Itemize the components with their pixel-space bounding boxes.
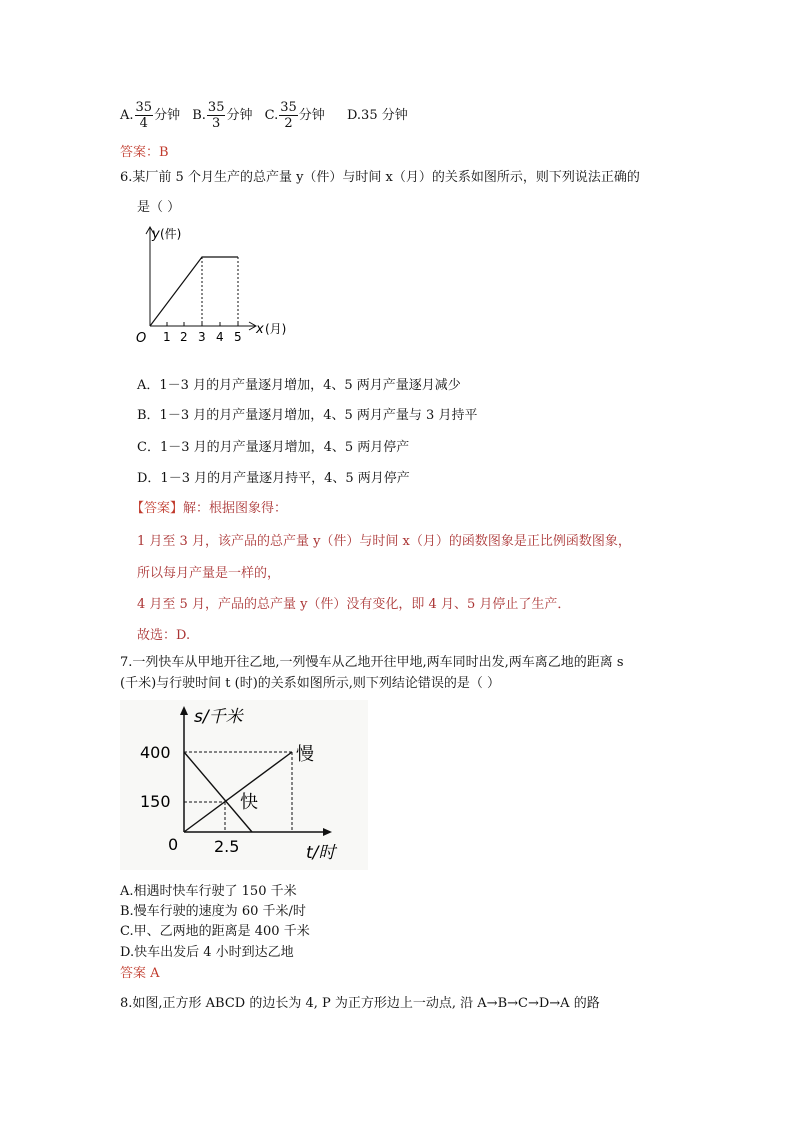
q6-x-unit: (月) <box>265 322 287 336</box>
q7-choice-c: C.甲、乙两地的距离是 400 千米 <box>120 924 310 939</box>
q7-choice-b: B.慢车行驶的速度为 60 千米/时 <box>120 904 306 919</box>
q5-option-b: B. $\frac{35}{3}$ 分钟 <box>192 100 253 131</box>
q7-y-tick-400: 400 <box>140 743 171 762</box>
q6-answer-line4: 故选：D. <box>137 628 191 643</box>
q7-slow-label: 慢 <box>296 744 314 765</box>
q6-choice-d: D．1－3 月的月产量逐月持平，4、5 两月停产 <box>137 471 410 486</box>
q7-fast-label: 快 <box>240 792 258 813</box>
q5-options <box>120 100 416 131</box>
q6-stem-line2: 是（ ） <box>137 200 181 215</box>
q6-answer-line2: 所以每月产量是一样的， <box>137 566 281 581</box>
q6-answer-line1: 1 月至 3 月，该产品的总产量 y（件）与时间 x（月）的函数图象是正比例函数图象， <box>137 534 631 549</box>
q6-choice-a: A．1－3 月的月产量逐月增加，4、5 两月产量逐月减少 <box>137 378 461 393</box>
q6-stem-line1: 6.某厂前 5 个月生产的总产量 y（件）与时间 x（月）的关系如图所示，则下列说法正确的 <box>120 170 640 185</box>
q7-stem-line2: (千米)与行驶时间 t (时)的关系如图所示,则下列结论错误的是（ ） <box>120 676 501 691</box>
q8-stem: 8.如图,正方形 ABCD 的边长为 4, P 为正方形边上一动点, 沿 A→B→C→D→A 的路 <box>120 996 600 1011</box>
q7-x-tick-25: 2.5 <box>214 837 240 856</box>
q6-x-label: x <box>256 322 264 337</box>
q6-x-tick-label-1: 1 <box>163 330 171 344</box>
q6-y-unit: (件) <box>160 227 182 241</box>
q5-option-c: C. $\frac{35}{2}$ 分钟 <box>264 100 325 131</box>
q5-option-a: A. $\frac{35}{4}$ 分钟 <box>120 100 181 131</box>
q7-y-tick-150: 150 <box>140 792 171 811</box>
q6-answer-header <box>131 497 287 516</box>
q6-x-tick-label-3: 3 <box>198 330 206 344</box>
q7-origin: 0 <box>168 835 179 854</box>
q6-function-line <box>150 257 238 326</box>
q7-y-axis-label: s/千米 <box>194 707 243 727</box>
q6-answer-intro: 解：根据图象得： <box>183 501 288 516</box>
q6-x-tick-label-2: 2 <box>180 330 188 344</box>
q6-x-tick-label-5: 5 <box>234 330 242 344</box>
q7-answer: 答案 A <box>120 966 160 981</box>
q7-stem-line1: 7.一列快车从甲地开往乙地,一列慢车从乙地开往甲地,两车同时出发,两车离乙地的距离 s <box>120 655 624 670</box>
q7-x-axis-label: t/时 <box>306 843 336 863</box>
q6-choice-c: C．1－3 月的月产量逐月增加，4、5 两月停产 <box>137 440 410 455</box>
q6-graph <box>130 222 310 350</box>
q6-x-tick-label-4: 4 <box>216 330 224 344</box>
q7-choice-d: D.快车出发后 4 小时到达乙地 <box>120 945 294 960</box>
q6-origin: O <box>136 331 147 346</box>
q6-choice-b: B．1－3 月的月产量逐月增加，4、5 两月产量与 3 月持平 <box>137 408 478 423</box>
q7-choice-a: A.相遇时快车行驶了 150 千米 <box>120 884 297 899</box>
q6-y-label: y <box>152 227 160 242</box>
q7-graph <box>120 700 368 870</box>
q6-answer-tag: 【答案】 <box>131 501 184 516</box>
q5-option-d: D.35 分钟 <box>346 108 408 123</box>
q5-answer: 答案：B <box>120 145 169 160</box>
q6-answer-line3: 4 月至 5 月，产品的总产量 y（件）没有变化，即 4 月、5 月停止了生产． <box>137 597 571 612</box>
